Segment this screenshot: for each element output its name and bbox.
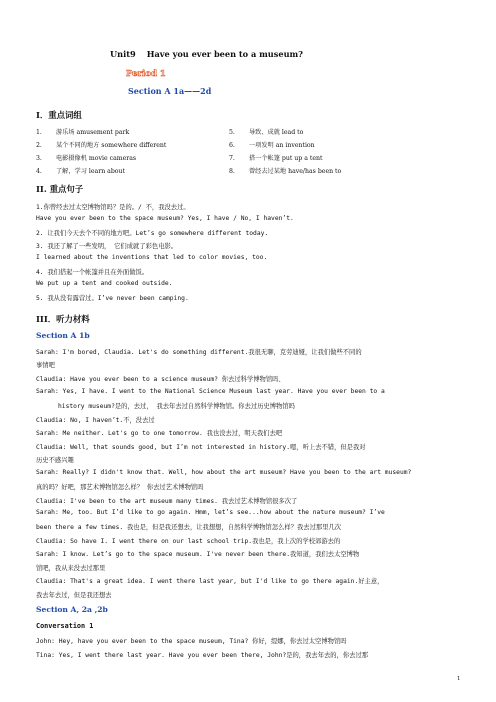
dialog-line: 事情吧 — [36, 362, 55, 369]
dialog-line: Claudia: Have you ever been to a science museum? 你去过科学博物馆吗、 — [36, 376, 285, 383]
sentences-heading: II. 重点句子 — [36, 184, 84, 194]
dialog-line: Sarah: Really? I didn't know that. Well, how about the art museum? Have you been to the art museum? — [36, 469, 412, 476]
dialog-line: 我去年去过，但是我还想去 — [36, 592, 112, 599]
sentence-line: 2. 让我们今天去个不同的地方吧。Let’s go somewhere different today. — [36, 230, 269, 237]
dialog-line: Claudia: So have I. I went there on our last school trip.我也是，我上次的学校郊游去的 — [36, 538, 341, 545]
dialog-line: history museum?是的，去过， 我去年去过自然科学博物馆。你去过历史博物馆吗 — [58, 403, 295, 410]
dialog-line: Sarah: Me, too. But I’d like to go again. Hmm, let’s see...how about the nature museum? I’ve — [36, 509, 385, 516]
dialog-line: 历史不感兴趣 — [36, 457, 74, 464]
section-2a-heading: Section A, 2a ,2b — [36, 605, 108, 614]
dialog-line: Claudia: Well, that sounds good, but I’m not interested in history.嗯，听上去不错，但是我对 — [36, 444, 366, 451]
sentence-line: Have you ever been to the space museum? Yes, I have / No, I haven’t. — [36, 215, 294, 222]
section-heading: Section A 1a——2d — [128, 86, 212, 96]
dialog-line: Sarah: I'm bored, Claudia. Let's do something different.我很无聊，克劳迪娅，让我们做些不同的 — [36, 349, 362, 356]
sentence-line: I learned about the inventions that led to color movies, too. — [36, 254, 268, 261]
dialog-line: Tina: Yes, I went there last year. Have you ever been there, John?是的，我去年去的，你去过那 — [36, 652, 369, 659]
dialog-line: John: Hey, have you ever been to the space museum, Tina? 你好，缇娜，你去过太空博物馆吗 — [36, 638, 347, 645]
page-number: 1 — [457, 676, 461, 682]
dialog-line: been there a few times. 我也是，但是我还想去，让我想想，自然科学博物馆怎么样？我去过那里几次 — [36, 524, 342, 531]
dialog-line: Sarah: I know. Let’s go to the space museum. I've never been there.我知道，我们去太空博物 — [36, 551, 360, 558]
vocab-item: 7. 搭一个帐篷 put up a tent — [229, 155, 323, 162]
conversation-heading: Conversation 1 — [36, 622, 94, 630]
dialog-line: Sarah: Me neither. Let's go to one tomorrow. 我也没去过，明天我们去吧 — [36, 430, 283, 437]
vocab-item: 6. 一项发明 an invention — [229, 142, 315, 149]
vocab-item: 3. 电影摄像机 movie cameras — [36, 155, 137, 162]
vocab-item: 2. 某个不同的地方 somewhere different — [36, 142, 167, 149]
listening-heading: III．听力材料 — [36, 314, 90, 324]
vocab-item: 5. 导致、成就 lead to — [229, 129, 304, 136]
vocab-item: 4. 了解，学习 learn about — [36, 168, 125, 175]
vocab-item: 8. 曾经去过某地 have/has been to — [229, 168, 342, 175]
dialog-line: Claudia: No, I haven’t.不，没去过 — [36, 417, 155, 424]
sentence-line: 1.你曾经去过太空博物馆吗？是的。/ 不，我没去过。 — [36, 204, 190, 211]
sentence-line: 4. 我们搭起一个帐篷并且在外面做饭。 — [36, 269, 149, 276]
dialog-line: 馆吧，我从来没去过那里 — [36, 565, 106, 572]
vocab-heading: I．重点词组 — [36, 110, 82, 120]
vocab-item: 1. 游乐场 amusement park — [36, 129, 130, 136]
sentence-line: 3. 我还了解了一些发明， 它们成就了彩色电影。 — [36, 243, 178, 250]
dialog-line: Sarah: Yes, I have. I went to the National Science Museum last year. Have you ever been to a — [36, 388, 385, 395]
sentence-line: We put up a tent and cooked outside. — [36, 280, 173, 287]
dialog-line: Claudia: That's a great idea. I went there last year, but I'd like to go there again.好主意， — [36, 578, 384, 585]
dialog-line: Claudia: I've been to the art museum many times. 我去过艺术博物馆很多次了 — [36, 498, 298, 505]
sentence-line: 5. 我从没有露营过。I’ve never been camping. — [36, 295, 189, 302]
dialog-line: 真的吗？好吧，那艺术博物馆怎么样？ 你去过艺术博物馆吗 — [36, 484, 204, 491]
unit-title: Unit9 Have you ever been to a museum? — [110, 49, 303, 59]
period-label: Period 1 — [126, 69, 166, 79]
section-1b-heading: Section A 1b — [36, 331, 90, 340]
